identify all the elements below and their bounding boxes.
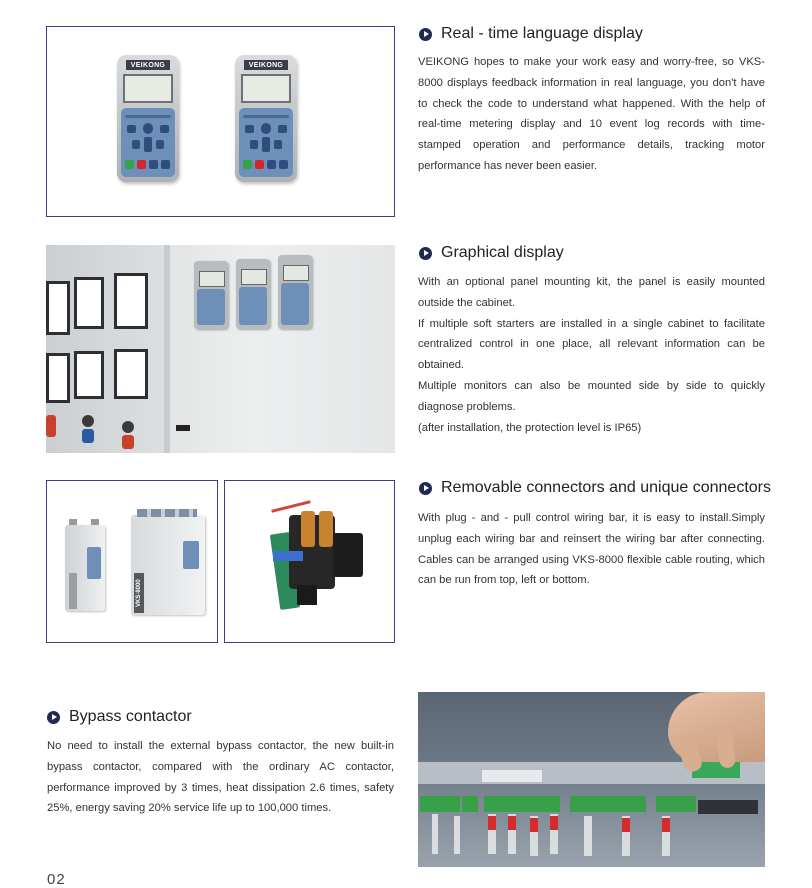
connectors-paragraph	[418, 508, 765, 591]
paragraph-line: With an optional panel mounting kit, the panel is easily mounted outside the cabinet.	[418, 276, 765, 309]
keypad-button-panel	[121, 108, 176, 177]
paragraph-line: If multiple soft starters are installed in a single cabinet to facilitate centralized control in one place, all relevant information can be obtained.	[418, 317, 765, 372]
cabinet-photo	[46, 245, 395, 453]
heading-text: Graphical display	[441, 244, 564, 261]
paragraph-line: (after installation, the protection level is IP65)	[418, 421, 642, 434]
keypad-brand: VEIKONG	[126, 60, 171, 70]
heading-text: Real - time language display	[441, 25, 643, 42]
section-heading-graphical	[419, 244, 564, 262]
bullet-icon	[419, 28, 432, 41]
realtime-paragraph	[418, 52, 765, 177]
bullet-icon	[419, 247, 432, 260]
section-heading-realtime	[419, 25, 643, 43]
heading-text: Removable connectors and unique connectors	[441, 479, 771, 496]
paragraph-text: VEIKONG hopes to make your work easy and worry-free, so VKS-8000 displays feedback information in real language, you don't have to check the code to understand what happened. With the help of real-time metering display and 10 event log records with time-stamped operation and performance details, tracking motor performance has never been easier.	[418, 56, 765, 172]
keypad-screen	[241, 74, 291, 103]
bypass-paragraph	[47, 736, 394, 819]
bullet-icon	[419, 482, 432, 495]
section-heading-connectors	[419, 479, 771, 497]
keypad-brand: VEIKONG	[244, 60, 289, 70]
paragraph-text: No need to install the external bypass contactor, the new built-in bypass contactor, compared with the ordinary AC contactor, performance improved by 3 times, heat dissipation 2.6 times, safety 25%, energy saving 20% service life up to 100,000 times.	[47, 740, 394, 815]
section-heading-bypass	[47, 708, 192, 726]
keypad-device-right	[235, 55, 297, 182]
paragraph-text: With plug - and - pull control wiring bar, it is easy to install.Simply unplug each wiring bar and reinsert the wiring bar after connecting. Cables can be arranged using VKS-8000 flexible cable routing, which can be run from top, left or bottom.	[418, 512, 765, 587]
keypad-device-left	[117, 55, 179, 182]
wiring-terminal-photo	[418, 692, 765, 867]
graphical-paragraph	[418, 272, 765, 438]
connector-part-image	[224, 480, 395, 643]
keypads-image	[46, 26, 395, 217]
page-number: 02	[47, 871, 66, 888]
paragraph-line: Multiple monitors can also be mounted side by side to quickly diagnose problems.	[418, 379, 765, 413]
heading-text: Bypass contactor	[69, 708, 192, 725]
soft-starter-products-image	[46, 480, 218, 643]
bullet-icon	[47, 711, 60, 724]
product-label: VKS-8000	[134, 573, 144, 613]
keypad-screen	[123, 74, 173, 103]
keypad-button-panel	[239, 108, 294, 177]
